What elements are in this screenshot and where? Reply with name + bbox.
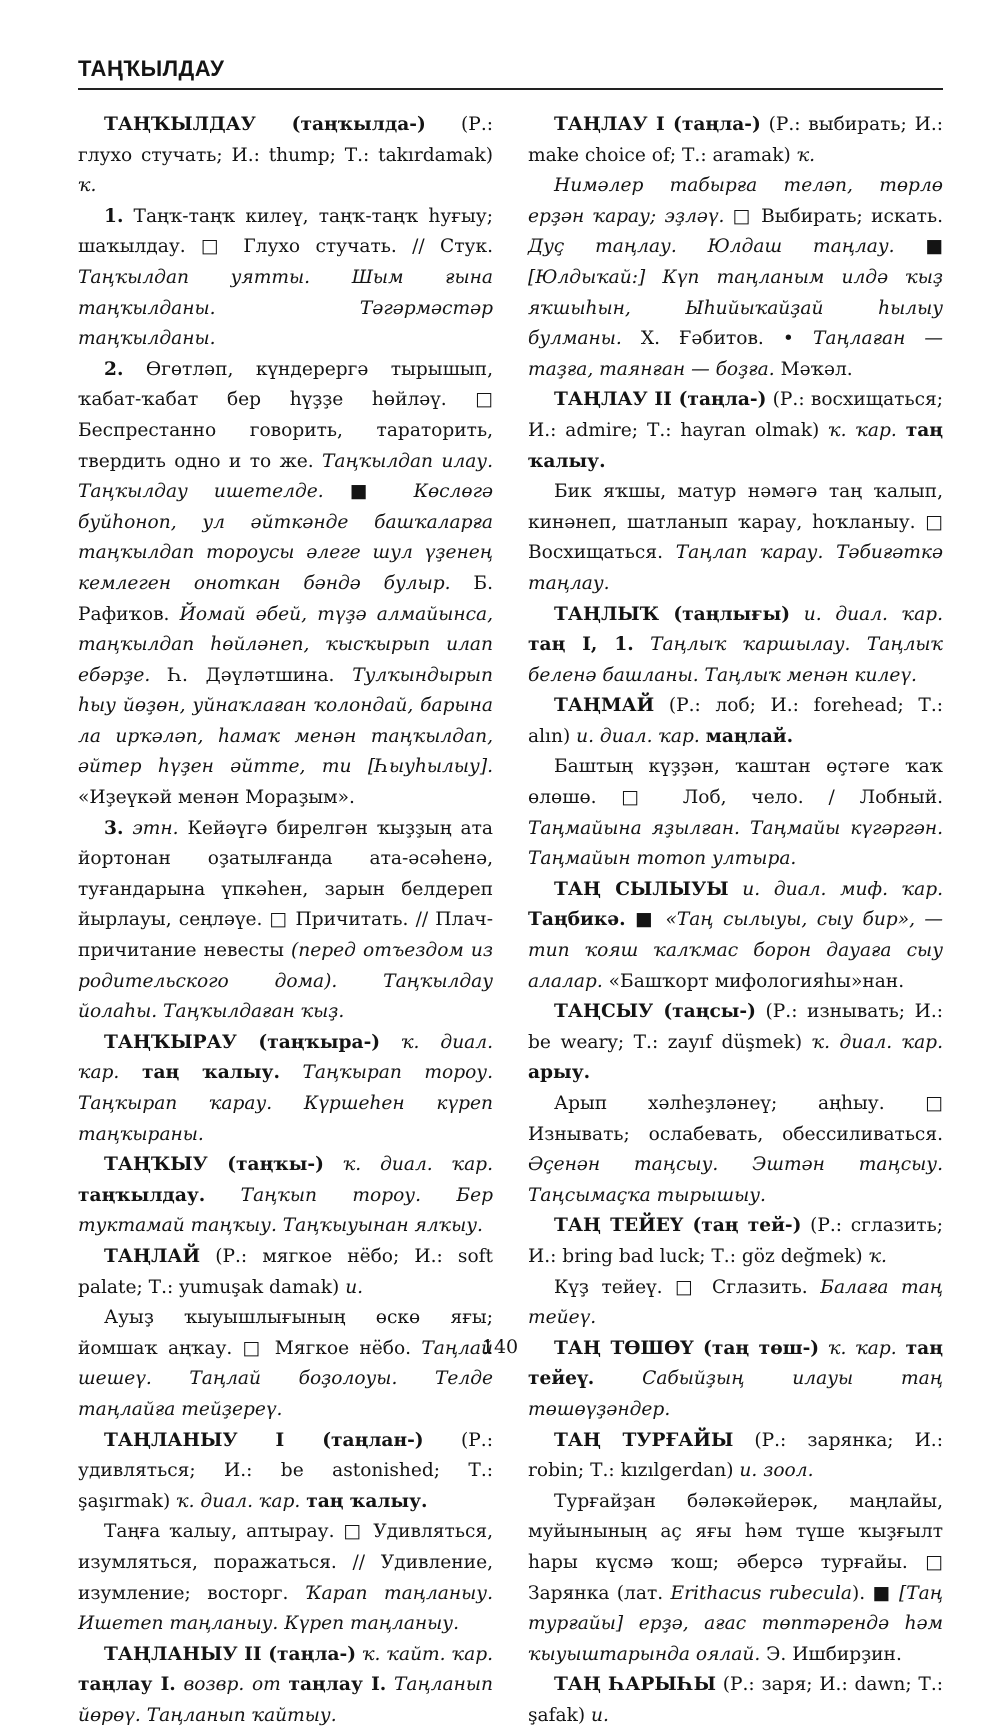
dictionary-paragraph	[528, 875, 943, 997]
headword-text: ТАҢҠЫРАУ (таңҡыра-)	[104, 1031, 381, 1053]
italic-text: ҡ. диал. ҡар.	[811, 1031, 943, 1053]
dictionary-paragraph	[528, 385, 943, 477]
body-text: Ауыҙ ҡыуышлығының өскө яғы; йомшаҡ аңҡау. □ Мягкое нёбо.	[78, 1307, 493, 1359]
body-text: (Р.: мягкое нёбо; И.: soft palate; Т.: yumuşak damak)	[78, 1245, 493, 1298]
italic-text: Таңлай шешеү. Таңлай боҙолоуы. Телде таңлайға тейҙереү.	[78, 1337, 493, 1420]
italic-text: Әҫенән таңсыу. Эштән таңсыу. Таңсымаҫҡа тырышыу.	[528, 1154, 943, 1206]
body-text: Турғайҙан бәләкәйерәк, маңлайы, муйынының аҫ яғы һәм түше ҡыҙғылт һары күсмә ҡош; әберсә турғайы. □ Зарянка (лат.	[528, 1490, 943, 1604]
dictionary-paragraph	[528, 1273, 943, 1334]
body-text: ■	[894, 236, 943, 258]
headword-text: таң ҡалыу.	[306, 1490, 428, 1512]
italic-text: Erithacus rubecula	[670, 1582, 852, 1604]
body-text	[897, 420, 906, 441]
body-text: Бик яҡшы, матур нәмәгә таң ҡалып, кинәнеп, шатланып ҡарау, һоҡланыу. □ Восхищаться.	[528, 481, 943, 564]
italic-text: Нимәлер табырға теләп, төрлө ерҙән ҡарау; эҙләү.	[528, 175, 943, 227]
dictionary-paragraph	[78, 1150, 493, 1242]
dictionary-paragraph	[78, 355, 493, 814]
dictionary-paragraph	[528, 1211, 943, 1272]
italic-text: и. зоол.	[739, 1460, 814, 1482]
italic-text: ҡ. диал. ҡар.	[342, 1154, 493, 1176]
body-text: ■	[625, 909, 666, 931]
left-column	[78, 110, 493, 1731]
body-text: Өгөтләп, күндерергә тырышып, ҡабат-ҡабат бер һүҙҙе һөйләү. □ Беспрестанно говорить, тараторить, твердить одно и то же.	[78, 358, 493, 472]
italic-text: Таңҡылдап уятты. Шым ғына таңҡылданы. Тәгәрмәстәр таңҡылданы.	[78, 266, 493, 350]
italic-text: ҡ.	[868, 1245, 887, 1267]
headword-text: таңлау I.	[288, 1674, 387, 1696]
dictionary-paragraph	[528, 600, 943, 692]
headword-text: арыу.	[528, 1062, 591, 1084]
italic-text: Таңлаған — таҙға, таянған — боҙға.	[528, 328, 943, 380]
headword-text: таң ҡалыу.	[141, 1062, 280, 1084]
body-text: Баштың күҙҙән, ҡаштан өҫтәге ҡаҡ өлөшө. □ Лоб, чело. / Лобный.	[528, 756, 943, 809]
headword-text: ТАҢҠЫУ (таңҡы-)	[104, 1154, 324, 1176]
body-text	[790, 604, 804, 625]
body-text	[634, 634, 650, 655]
dictionary-paragraph	[78, 1517, 493, 1639]
italic-text: этн.	[132, 817, 179, 839]
body-text	[386, 1674, 394, 1695]
body-text	[281, 1674, 289, 1695]
body-text: Таңға ҡалыу, аптырау. □ Удивляться, изумляться, поражаться. // Удивление, изумление; восторг.	[78, 1521, 493, 1604]
headword-text: ТАҢҠЫЛДАУ (таңҡылда-)	[104, 114, 426, 135]
page-number: 140	[481, 1336, 519, 1358]
body-text: Арып хәлһеҙләнеү; аңһыу. □ Изнывать; ослабевать, обессиливаться.	[528, 1093, 943, 1145]
italic-text: и.	[591, 1704, 609, 1726]
dictionary-paragraph	[528, 752, 943, 874]
body-text	[280, 1062, 303, 1083]
dictionary-paragraph	[78, 1242, 493, 1303]
body-text: (Р.: сглазить; И.: bring bad luck; Т.: göz değmek)	[528, 1215, 943, 1267]
headword-text: таңлау I.	[78, 1674, 176, 1696]
headword-text: ТАҢЛАУ I (таңла-)	[554, 114, 761, 135]
italic-text: и. диал. ҡар.	[576, 725, 700, 747]
headword-text: таң I, 1.	[528, 634, 634, 656]
header-rule	[78, 88, 943, 90]
body-text: Кейәүгә бирелгән ҡыҙҙың ата йортонан оҙатылғанда ата-әсәһенә, туғандарына үпкәһен, зарын белдереп йырлауы, сеңләүе. □ Причитать. // Плач-причитание невесты	[78, 817, 493, 962]
body-text: Таңҡ-таңҡ килеү, таңҡ-таңҡ һуғыу; шаҡылдау. □ Глухо стучать. // Стук.	[78, 205, 493, 258]
dictionary-paragraph	[78, 1028, 493, 1150]
body-text	[594, 1368, 642, 1389]
headword-text: ТАҢСЫУ (таңсы-)	[554, 1001, 756, 1023]
italic-text: Тулҡындырып һыу йөҙөн, уйнаҡлаған ҡолондай, барына ла ирҡәләп, һамаҡ менән таңҡылдап, әйтер һүҙен әйтте, ти [Һыуһылыу].	[78, 664, 493, 778]
italic-text: (перед отъездом из родительского дома). Таңҡылдау йолаһы. Таңҡылдаған ҡыҙ.	[78, 940, 493, 1023]
body-text: Һ. Дәүләтшина.	[150, 664, 353, 686]
dictionary-paragraph	[528, 1487, 943, 1671]
italic-text: и. диал. миф. ҡар.	[742, 878, 944, 900]
body-text: (Р.: лоб; И.: forehead; Т.: alın)	[528, 695, 943, 747]
headword-text: ТАҢ ТУРҒАЙЫ	[554, 1429, 734, 1451]
dictionary-paragraph	[78, 1426, 493, 1518]
body-text	[380, 1032, 401, 1053]
headword-text: таң ҡалыу.	[528, 419, 943, 472]
headword-text: ТАҢЛЫҠ (таңлығы)	[554, 603, 791, 625]
italic-text: и. диал. ҡар.	[803, 603, 943, 625]
body-text	[119, 1062, 142, 1083]
body-text: (Р.: выбирать; И.: make choice of; Т.: aramak)	[528, 114, 943, 166]
body-text: Мәҡәл.	[774, 358, 853, 380]
headword-text: 1.	[104, 205, 124, 227]
italic-text: [Юлдыҡай:] Күп таңланым илдә ҡыҙ яҡшыһын, Ыһийыҡайҙай һылыу булманы.	[528, 266, 943, 350]
dictionary-paragraph	[528, 1426, 943, 1487]
running-head: ТАҢҠЫЛДАУ	[78, 56, 225, 81]
italic-text: [Таң турғайы] ерҙә, ағас төптәрендә һәм ҡыуыштарында оялай.	[528, 1582, 943, 1665]
body-text: (Р.: изнывать; И.: be weary; Т.: zayıf düşmek)	[528, 1001, 943, 1053]
italic-text: Көслөгә буйһоноп, ул әйткәнде башҡаларға таңҡылдап тороусы әлеге шул үҙенең кемлеген оноткан бәндә булыр.	[78, 481, 493, 594]
italic-text: Дуҫ таңлау. Юлдаш таңлау.	[528, 236, 895, 258]
italic-text: Йомай әбей, түҙә алмайынса, таңҡылдап һөйләнеп, ҡысҡырып илап ебәрҙе.	[78, 603, 493, 686]
italic-text: Балаға таң тейеү.	[528, 1276, 944, 1329]
headword-text: ТАҢ ТӨШӨҮ (таң төш-)	[554, 1337, 820, 1359]
dictionary-paragraph	[78, 110, 493, 202]
body-text	[324, 1154, 343, 1175]
italic-text: Таңмайына яҙылған. Таңмайы күгәргән. Таңмайын тотоп ултыра.	[528, 817, 943, 870]
italic-text: Таңланып йөрөү. Таңланып ҡайтыу.	[78, 1674, 493, 1726]
dictionary-paragraph	[528, 110, 943, 171]
headword-text: ТАҢМАЙ	[554, 695, 655, 717]
body-text: ■	[323, 481, 414, 503]
italic-text: возвр. от	[183, 1674, 281, 1696]
headword-text: ТАҢЛАНЫУ I (таңлан-)	[104, 1429, 424, 1451]
dictionary-paragraph	[528, 1670, 943, 1731]
dictionary-paragraph	[528, 1089, 943, 1211]
body-text: Х. Ғәбитов. •	[621, 328, 813, 350]
dictionary-paragraph	[528, 477, 943, 599]
body-text: «Иҙеүкәй менән Мораҙым».	[78, 787, 355, 809]
dictionary-paragraph	[528, 171, 943, 385]
italic-text: ҡ. ҡар.	[828, 419, 897, 441]
headword-text: таң тейеү.	[528, 1337, 943, 1390]
headword-text: ТАҢЛАУ II (таңла-)	[554, 389, 767, 411]
italic-text: ҡ. ҡар.	[828, 1337, 897, 1359]
italic-text: и.	[345, 1276, 364, 1298]
dictionary-paragraph	[78, 1640, 493, 1731]
dictionary-paragraph	[78, 1303, 493, 1425]
headword-text: ТАҢЛАНЫУ II (таңла-)	[104, 1643, 357, 1665]
italic-text: Таңҡылдап илау. Таңҡылдау ишетелде.	[78, 450, 493, 503]
italic-text: Сабыйҙың илауы таң төшөүҙәндер.	[528, 1368, 943, 1420]
headword-text: маңлай.	[705, 725, 794, 747]
body-text: Б. Рафиҡов.	[78, 572, 493, 625]
headword-text: 3.	[104, 817, 124, 839]
headword-text: 2.	[104, 358, 124, 380]
body-text	[176, 1674, 184, 1695]
dictionary-paragraph	[528, 997, 943, 1089]
body-text: Күҙ тейеү. □ Сглазить.	[554, 1276, 821, 1298]
dictionary-paragraph	[78, 202, 493, 355]
italic-text: Ҡарап таңланыу. Ишетеп таңланыу. Күреп таңланыу.	[78, 1582, 493, 1635]
body-text: ). ■	[851, 1582, 899, 1604]
italic-text: Таңлыҡ ҡаршылау. Таңлыҡ беленә башланы. Таңлыҡ менән килеү.	[528, 634, 943, 686]
body-text	[729, 879, 743, 900]
body-text: □ Выбирать; искать.	[724, 205, 943, 227]
body-text: (Р.: заря; И.: dawn; Т.: şafak)	[528, 1674, 943, 1726]
italic-text: ҡ.	[796, 144, 816, 166]
dictionary-paragraph	[78, 814, 493, 1028]
body-text: «Башҡорт мифологияһы»нан.	[602, 970, 905, 992]
headword-text: таңҡылдау.	[78, 1184, 206, 1206]
italic-text: ҡ. диал. ҡар.	[78, 1031, 493, 1084]
italic-text: ҡ. диал. ҡар.	[176, 1490, 301, 1512]
body-text: (Р.: удивляться; И.: be astonished; Т.: şaşırmak)	[78, 1429, 493, 1512]
italic-text: ҡ.	[78, 175, 97, 197]
body-text: (Р.: глухо стучать; И.: thump; Т.: takırdamak)	[78, 114, 493, 166]
headword-text: Таңбикә.	[528, 909, 626, 931]
headword-text: ТАҢЛАЙ	[104, 1245, 201, 1267]
headword-text: ТАҢ ҺАРЫҺЫ	[554, 1674, 716, 1696]
body-text: (Р.: восхищаться; И.: admire; Т.: hayran olmak)	[528, 389, 943, 441]
headword-text: ТАҢ СЫЛЫУЫ	[554, 878, 729, 900]
body-text: Э. Ишбирҙин.	[760, 1643, 902, 1665]
italic-text: ҡ. ҡайт. ҡар.	[362, 1643, 494, 1665]
italic-text: Таңлап ҡарау. Тәбиғәткә таңлау.	[528, 542, 944, 594]
body-text: (Р.: зарянка; И.: robin; Т.: kızılgerdan)	[528, 1429, 943, 1482]
right-column	[528, 110, 943, 1731]
body-text	[205, 1185, 240, 1206]
italic-text: Таңҡып тороу. Бер туктамай таңҡыу. Таңҡыуынан ялҡыу.	[78, 1184, 493, 1237]
italic-text: Таңҡырап тороу. Таңҡырап ҡарау. Күршеһен күреп таңҡыраны.	[78, 1062, 494, 1145]
headword-text: ТАҢ ТЕЙЕҮ (таң тей-)	[554, 1215, 802, 1237]
italic-text: «Таң сылыуы, сыу бир», — тип ҡояш ҡалҡмас борон дауаға сыу алалар.	[528, 909, 944, 992]
dictionary-paragraph	[528, 691, 943, 752]
